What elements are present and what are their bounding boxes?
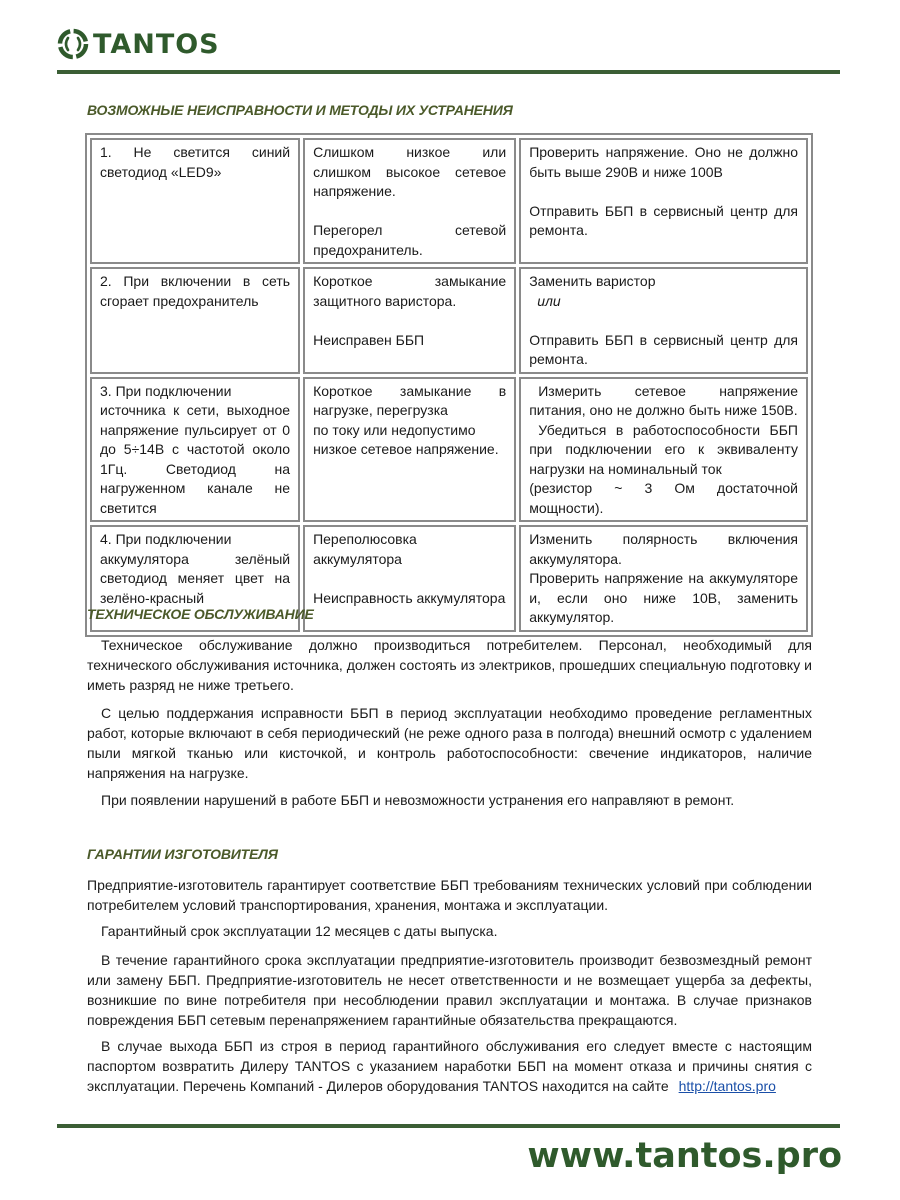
footer-website: www.tantos.pro — [527, 1136, 842, 1176]
remedy-cell: Измерить сетевое напряжение питания, оно не должно быть ниже 150В. Убедиться в работоспособности ББП при подключении его к эквиваленту нагрузки на номинальный ток (резистор ~ 3 Ом достаточной мощности). — [519, 377, 808, 523]
maintenance-paragraph: Техническое обслуживание должно производиться потребителем. Персонал, необходимый для технического обслуживания источника, должен состоять из электриков, прошедших специальную подготовку и иметь разряд не ниже третьего. — [87, 637, 812, 693]
symptom-cell: 2. При включении в сеть сгорает предохранитель — [90, 267, 300, 374]
warranty-paragraph: Гарантийный срок эксплуатации 12 месяцев с даты выпуска. — [101, 923, 498, 939]
faults-table — [85, 133, 813, 637]
cause-cell: Короткое замыкание в нагрузке, перегрузка по току или недопустимо низкое сетевое напряжение. — [303, 377, 516, 523]
warranty-section-title: ГАРАНТИИ ИЗГОТОВИТЕЛЯ — [87, 846, 278, 862]
symptom-cell: 1. Не светится синий светодиод «LED9» — [90, 138, 300, 264]
tantos-site-link[interactable]: http://tantos.pro — [678, 1078, 776, 1094]
remedy-cell: Заменить варистор или Отправить ББП в сервисный центр для ремонта. — [519, 267, 808, 374]
warranty-paragraph: В случае выхода ББП из строя в период гарантийного обслуживания его следует вместе с настоящим паспортом возвратить Дилеру TANTOS с указанием наработки ББП на момент отказа и причины снятия с эксплуатации. Перечень Компаний - Дилеров оборудования TANTOS находится на сайте http://tantos.pro — [87, 1038, 812, 1094]
table-row — [90, 138, 808, 264]
maintenance-paragraph: С целью поддержания исправности ББП в период эксплуатации необходимо проведение регламентных работ, которые включают в себя периодический (не реже одного раза в полгода) внешний осмотр с удалением пыли мягкой тканью или кисточкой, и контроль работоспособности: свечение индикаторов, наличие напряжения на нагрузке. — [87, 705, 812, 781]
warranty-paragraph: Предприятие-изготовитель гарантирует соответствие ББП требованиям технических условий при соблюдении потребителем условий транспортирования, хранения, монтажа и эксплуатации. — [87, 877, 812, 913]
tantos-logo-icon — [57, 28, 89, 60]
logo-text: TANTOS — [93, 28, 220, 60]
faults-section-title: ВОЗМОЖНЫЕ НЕИСПРАВНОСТИ И МЕТОДЫ ИХ УСТРАНЕНИЯ — [87, 102, 513, 118]
maintenance-section-title: ТЕХНИЧЕСКОЕ ОБСЛУЖИВАНИЕ — [87, 606, 314, 622]
header-divider — [57, 70, 840, 74]
symptom-cell: 3. При подключении источника к сети, выходное напряжение пульсирует от 0 до 5÷14В с частотой около 1Гц. Светодиод на нагруженном канале не светится — [90, 377, 300, 523]
maintenance-paragraph: При появлении нарушений в работе ББП и невозможности устранения его направляют в ремонт. — [101, 792, 735, 808]
cause-cell: Переполюсовка аккумулятора Неисправность аккумулятора — [303, 525, 516, 632]
symptom-cell: 4. При подключении аккумулятора зелёный светодиод меняет цвет на зелёно-красный — [90, 525, 300, 632]
warranty-paragraph: В течение гарантийного срока эксплуатации предприятие-изготовитель производит безвозмездный ремонт или замену ББП. Предприятие-изготовитель не несет ответственности и не возмещает ущерба за дефекты, возникшие по вине потребителя при несоблюдении правил эксплуатации и монтажа. В случае признаков повреждения ББП сетевым перенапряжением гарантийные обязательства прекращаются. — [87, 952, 812, 1028]
cause-cell: Слишком низкое или слишком высокое сетевое напряжение. Перегорел сетевой предохранитель. — [303, 138, 516, 264]
cause-cell: Короткое замыкание защитного варистора. Неисправен ББП — [303, 267, 516, 374]
footer-divider — [57, 1124, 840, 1128]
logo — [57, 27, 220, 61]
table-row — [90, 377, 808, 523]
table-row — [90, 267, 808, 374]
remedy-cell: Проверить напряжение. Оно не должно быть выше 290В и ниже 100В Отправить ББП в сервисный центр для ремонта. — [519, 138, 808, 264]
remedy-cell: Изменить полярность включения аккумулятора. Проверить напряжение на аккумуляторе и, если оно ниже 10В, заменить аккумулятор. — [519, 525, 808, 632]
